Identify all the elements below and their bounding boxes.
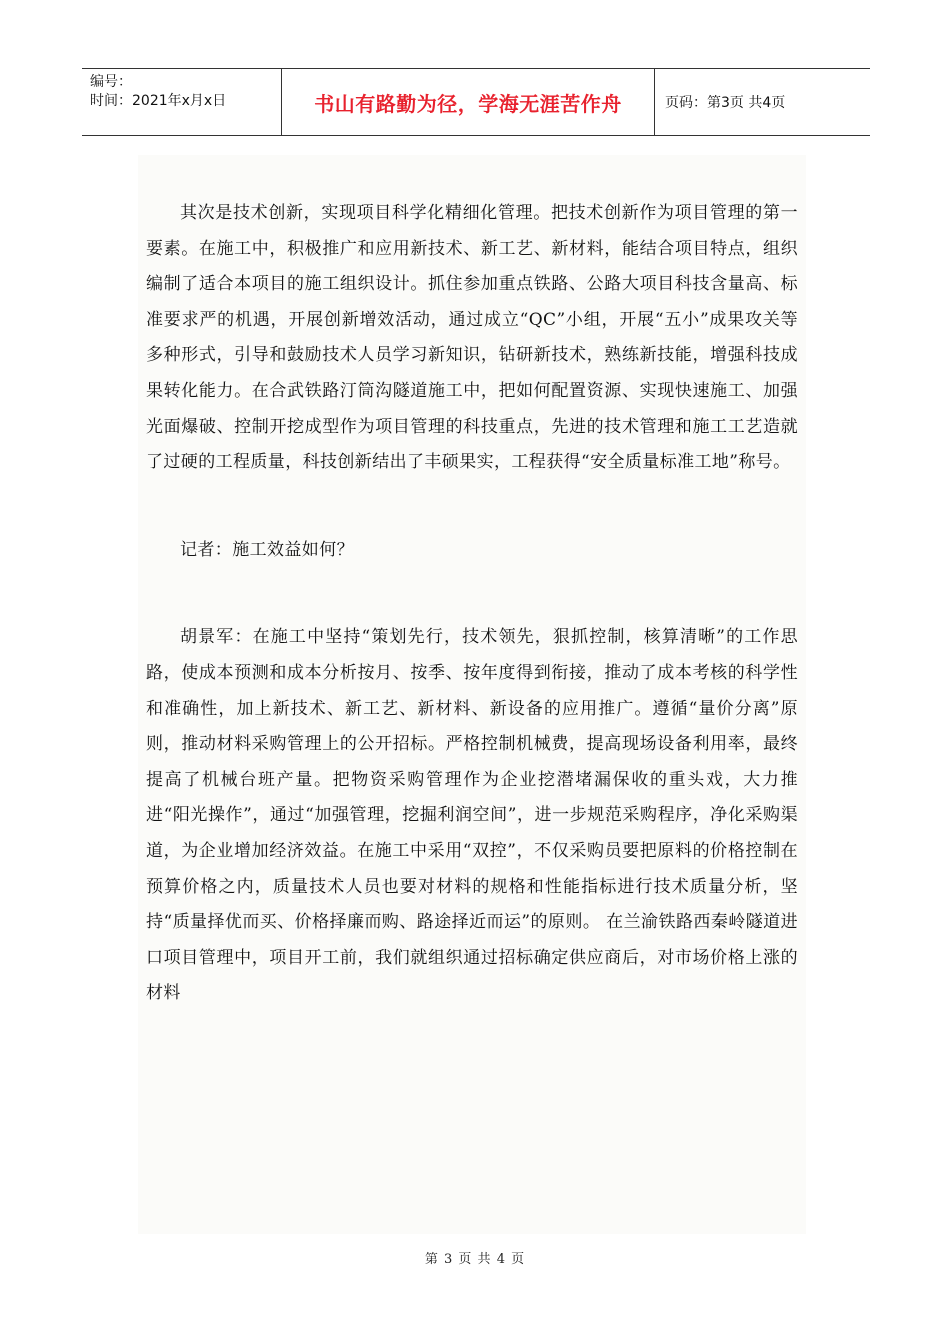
paragraph-answer-benefits: 胡景军：在施工中坚持“策划先行，技术领先，狠抓控制，核算清晰”的工作思路，使成本预测和成本分析按月、按季、按年度得到衔接，推动了成本考核的科学性和准确性，加上新技术、新工艺、新材料、新设备的应用推广。遵循“量价分离”原则，推动材料采购管理上的公开招标。严格控制机械费，提高现场设备利用率，最终提高了机械台班产量。把物资采购管理作为企业挖潜堵漏保收的重头戏，大力推进“阳光操作”，通过“加强管理，挖掘利润空间”，进一步规范采购程序，净化采购渠道，为企业增加经济效益。在施工中采用“双控”，不仅采购员要把原料的价格控制在预算价格之内，质量技术人员也要对材料的规格和性能指标进行技术质量分析，坚持“质量择优而买、价格择廉而购、路途择近而运”的原则。 在兰渝铁路西秦岭隧道进口项目管理中，项目开工前，我们就组织通过招标确定供应商后，对市场价格上涨的材料 xyxy=(146,627,798,1004)
document-number-label: 编号： xyxy=(90,74,132,90)
document-date-label: 时间：2021年x月x日 xyxy=(90,93,227,109)
document-body xyxy=(146,196,798,1012)
paragraph-reporter-question: 记者：施工效益如何？ xyxy=(180,539,354,560)
paragraph-tech-innovation: 其次是技术创新，实现项目科学化精细化管理。把技术创新作为项目管理的第一要素。在施工中，积极推广和应用新技术、新工艺、新材料，能结合项目特点，组织编制了适合本项目的施工组织设计。抓住参加重点铁路、公路大项目科技含量高、标准要求严的机遇，开展创新增效活动，通过成立“QC”小组，开展“五小”成果攻关等多种形式，引导和鼓励技术人员学习新知识，钻研新技术，熟练新技能，增强科技成果转化能力。在合武铁路汀筒沟隧道施工中，把如何配置资源、实现快速施工、加强光面爆破、控制开挖成型作为项目管理的科技重点，先进的技术管理和施工工艺造就了过硬的工程质量，科技创新结出了丰硕果实，工程获得“安全质量标准工地”称号。 xyxy=(146,203,798,473)
header-page-info: 页码：第3页 共4页 xyxy=(665,95,786,111)
header-motto: 书山有路勤为径，学海无涯苦作舟 xyxy=(282,69,655,135)
header-meta xyxy=(82,69,282,135)
document-header xyxy=(82,68,870,136)
page-footer: 第 3 页 共 4 页 xyxy=(424,1252,526,1267)
